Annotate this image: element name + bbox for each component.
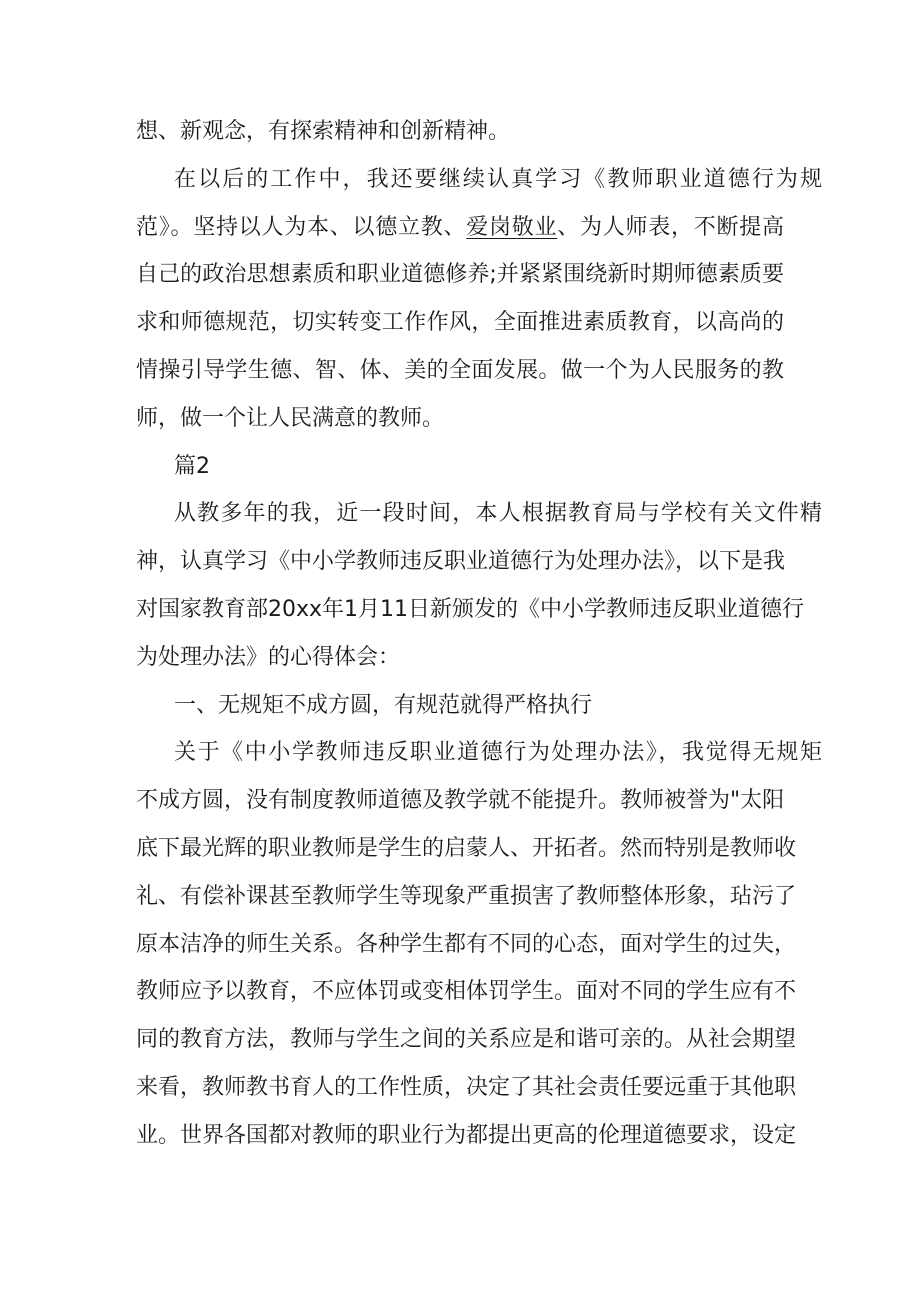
underlined-term: 爱岗敬业 [466,214,558,240]
text-line: 同的教育方法，教师与学生之间的关系应是和谐可亲的。从社会期望 [136,1027,797,1053]
text-line: 情操引导学生德、智、体、美的全面发展。做一个为人民服务的教 [136,357,784,383]
paragraph-intro [136,490,822,681]
text-line: 从教多年的我，近一段时间，本人根据教育局与学校有关文件精 [174,501,822,527]
text-line: 不成方圆，没有制度教师道德及教学就不能提升。教师被誉为"太阳 [136,788,785,814]
heading-text: 篇2 [174,453,210,479]
document-body [136,108,822,1160]
section-heading [136,443,784,491]
paragraph-rules [136,729,822,1159]
text-line: 在以后的工作中，我还要继续认真学习《教师职业道德行为规 [174,166,822,192]
paragraph-continuation [136,108,784,156]
text-line: 师，做一个让人民满意的教师。 [136,405,445,431]
paragraph-future-work [136,156,822,443]
text-line: 来看，教师教书育人的工作性质，决定了其社会责任要远重于其他职 [136,1074,797,1100]
text-line: 为处理办法》的心得体会： [136,644,401,670]
text-segment: 、为人师表，不断提高 [557,214,784,240]
text-line: 神，认真学习《中小学教师违反职业道德行为处理办法》，以下是我 [136,549,786,575]
text-line: 自己的政治思想素质和职业道德修养;并紧紧围绕新时期师德素质要 [136,262,784,288]
text-line: 想、新观念，有探索精神和创新精神。 [136,119,511,144]
subheading-text: 一、无规矩不成方圆，有规范就得严格执行 [174,692,593,718]
text-line: 教师应予以教育，不应体罚或变相体罚学生。面对不同的学生应有不 [136,979,797,1005]
text-segment: 范》。坚持以人为本、以德立教、 [136,214,467,240]
text-line: 原本洁净的师生关系。各种学生都有不同的心态，面对学生的过失， [136,931,797,957]
text-line: 业。世界各国都对教师的职业行为都提出更高的伦理道德要求，设定 [136,1122,797,1148]
text-line: 底下最光辉的职业教师是学生的启蒙人、开拓者。然而特别是教师收 [136,835,797,861]
text-line [136,204,784,252]
subsection-heading [136,682,784,730]
text-line: 关于《中小学教师违反职业道德行为处理办法》，我觉得无规矩 [174,740,822,766]
text-line: 对国家教育部20xx年1月11日新颁发的《中小学教师违反职业道德行 [136,596,805,622]
text-line: 求和师德规范，切实转变工作作风，全面推进素质教育，以高尚的 [136,310,784,336]
text-line: 礼、有偿补课甚至教师学生等现象严重损害了教师整体形象，玷污了 [136,883,797,909]
